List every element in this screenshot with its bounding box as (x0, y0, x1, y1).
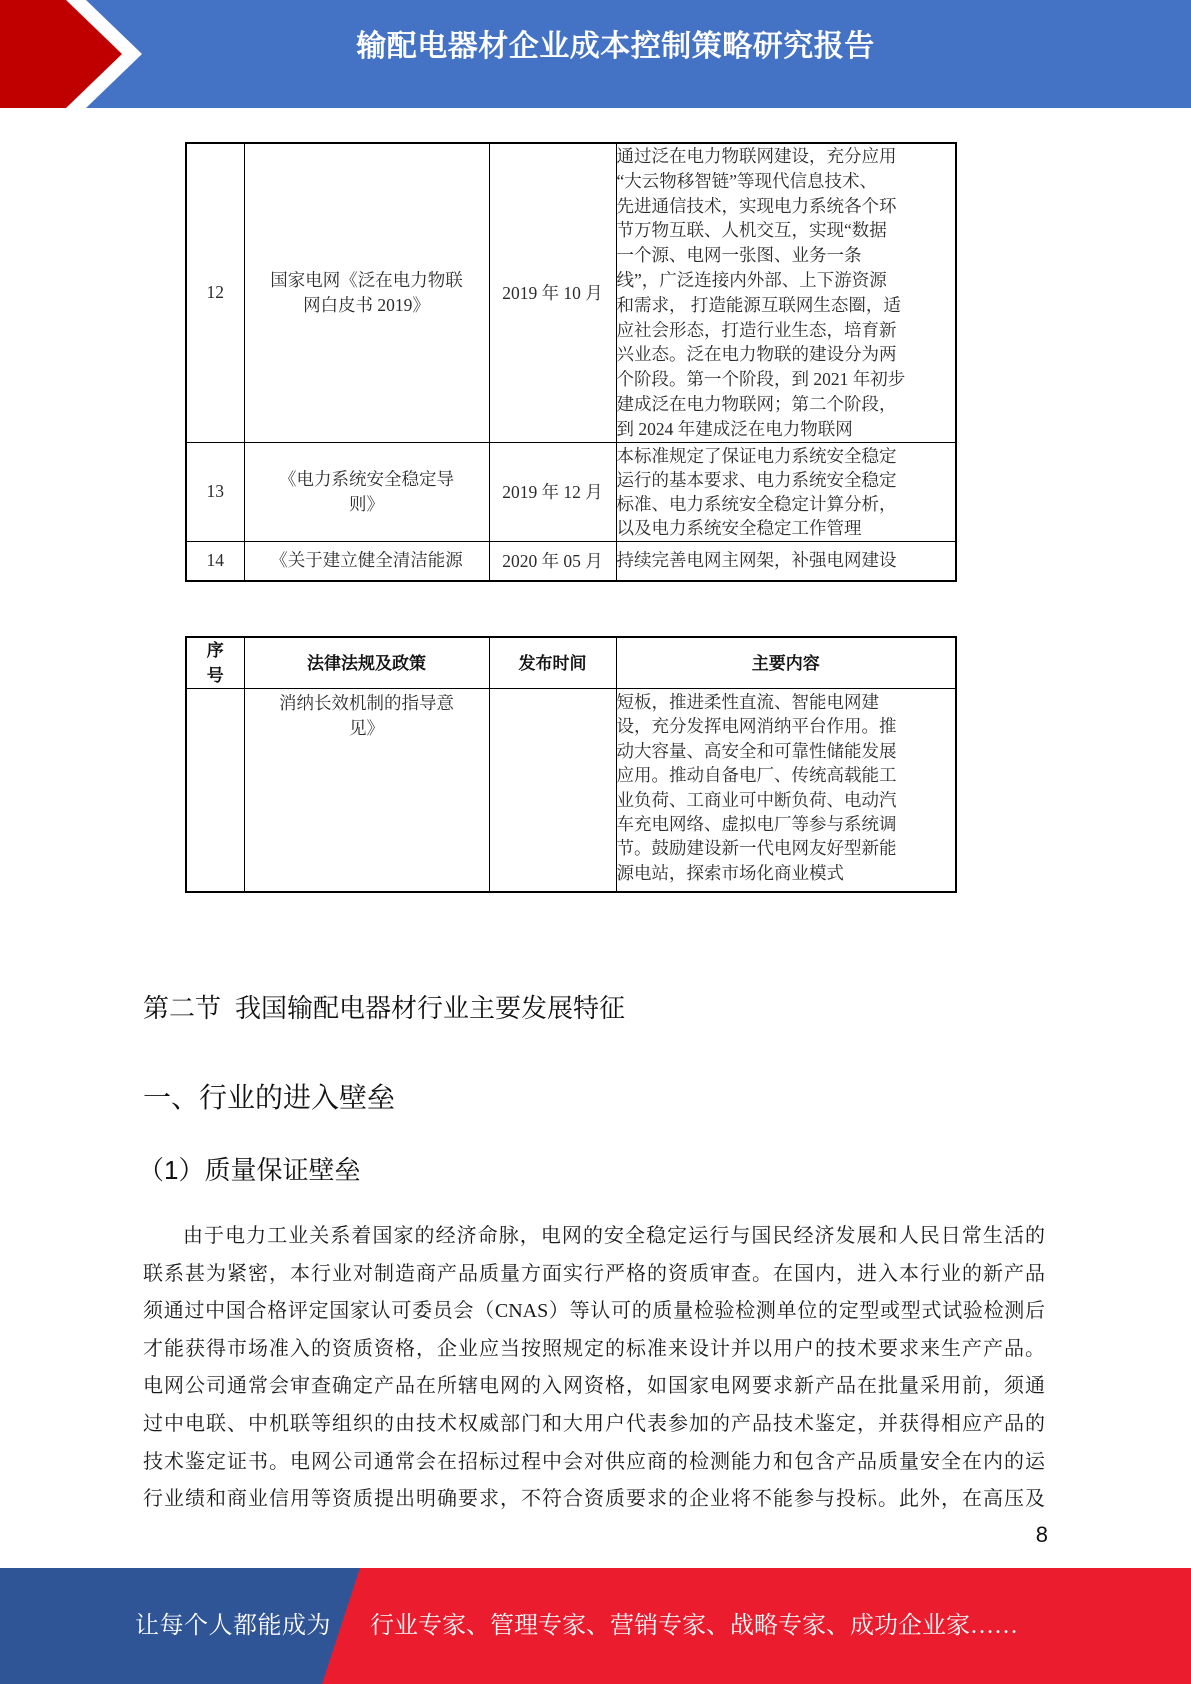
content-line: 以及电力系统安全稳定工作管理 (616, 518, 862, 539)
table-row (186, 143, 956, 442)
content-line: 个阶段。第一个阶段，到 2021 年初步 (616, 369, 906, 390)
content-line: 持续完善电网主网架，补强电网建设 (616, 550, 897, 571)
content-line: 先进通信技术，实现电力系统各个环 (616, 195, 897, 216)
regulation-name-line: 消纳长效机制的指导意 (279, 693, 454, 713)
content-line: 设，充分发挥电网消纳平台作用。推 (616, 716, 897, 737)
regulation-name-cell (244, 541, 489, 581)
table-row (186, 689, 956, 893)
content-line: 标准、电力系统安全稳定计算分析， (616, 494, 897, 515)
content-line: 一个源、电网一张图、业务一条 (616, 245, 862, 266)
content-line: 运行的基本要求、电力系统安全稳定 (616, 469, 897, 490)
paragraph-line: 由于电力工业关系着国家的经济命脉，电网的安全稳定运行与国民经济发展和人民日常生活的 (183, 1225, 1045, 1247)
content-line: 短板，推进柔性直流、智能电网建 (616, 692, 879, 712)
section-label: 第二节 (143, 993, 222, 1023)
header-number-cell (186, 637, 244, 689)
body-paragraph (143, 1218, 1045, 1519)
content-line: 和需求， 打造能源互联网生态圈，适 (616, 294, 901, 315)
content-line: “大云物移智链”等现代信息技术、 (616, 170, 878, 191)
page-number: 8 (1035, 1522, 1048, 1547)
content-line: 应社会形态，打造行业生态，培育新 (616, 319, 897, 340)
paragraph-line: 过中电联、中机联等组织的由技术权威部门和大用户代表参加的产品技术鉴定，并获得相应产品的 (143, 1412, 1045, 1435)
footer-slogan-roles: 行业专家、管理专家、营销专家、战略专家、成功企业家…… (370, 1613, 1018, 1639)
paragraph-line: 电网公司通常会审查确定产品在所辖电网的入网资格，如国家电网要求新产品在批量采用前，须通 (143, 1375, 1045, 1398)
page-header (0, 0, 1191, 108)
regulation-table-continued (185, 142, 957, 582)
content-line: 线”，广泛连接内外部、上下游资源 (616, 269, 887, 290)
footer-slogan-lead: 让每个人都能成为 (135, 1613, 331, 1639)
header-regulation-cell: 法律法规及政策 (244, 637, 489, 689)
table-row (186, 442, 956, 541)
content-line: 业负荷、工商业可中断负荷、电动汽 (616, 789, 897, 810)
content-line: 本标准规定了保证电力系统安全稳定 (616, 445, 897, 466)
header-number-char: 号 (206, 666, 224, 685)
table-header-row (186, 637, 956, 689)
row-number-cell: 13 (186, 442, 244, 541)
paragraph-line: 须通过中国合格评定国家认可委员会（CNAS）等认可的质量检验检测单位的定型或型式试验检测后 (143, 1300, 1045, 1323)
content-line: 应用。推动自备电厂、传统高载能工 (616, 765, 897, 786)
section-title: 我国输配电器材行业主要发展特征 (235, 993, 626, 1023)
header-number-char: 序 (206, 641, 224, 660)
publish-date-cell: 2019 年 12 月 (489, 442, 616, 541)
regulation-name-line: 《关于建立健全清洁能源 (270, 550, 463, 571)
regulation-name-line: 则》 (349, 493, 384, 514)
regulation-table-next (185, 636, 957, 893)
sub-subsection-heading: （1）质量保证壁垒 (138, 1155, 361, 1185)
main-content-cell (616, 541, 956, 581)
row-number-cell: 12 (186, 143, 244, 442)
content-line: 建成泛在电力物联网；第二个阶段， (616, 393, 897, 414)
content-line: 节万物互联、人机交互，实现“数据 (616, 220, 887, 241)
row-number-cell: 14 (186, 541, 244, 581)
header-content-cell: 主要内容 (616, 637, 956, 689)
content-line: 兴业态。泛在电力物联的建设分为两 (616, 344, 897, 365)
main-content-cell (616, 689, 956, 893)
regulation-name-line: 网白皮书 2019》 (303, 294, 430, 315)
regulation-name-line: 《电力系统安全稳定导 (279, 468, 454, 489)
section-heading (143, 993, 625, 1023)
report-title: 输配电器材企业成本控制策略研究报告 (356, 30, 875, 63)
regulation-name-cell (244, 689, 489, 893)
main-content-cell (616, 442, 956, 541)
subsection-heading: 一、行业的进入壁垒 (143, 1082, 396, 1113)
paragraph-line: 才能获得市场准入的资质资格，企业应当按照规定的标准来设计并以用户的技术要求来生产产品。 (143, 1337, 1045, 1360)
header-date-cell: 发布时间 (489, 637, 616, 689)
regulation-name-cell (244, 143, 489, 442)
table-row (186, 541, 956, 581)
regulation-name-line: 见》 (349, 718, 384, 738)
content-line: 车充电网络、虚拟电厂等参与系统调 (616, 814, 897, 835)
paragraph-line: 行业绩和商业信用等资质提出明确要求，不符合资质要求的企业将不能参与投标。此外，在高压及 (143, 1488, 1045, 1511)
publish-date-cell: 2020 年 05 月 (489, 541, 616, 581)
publish-date-cell (489, 689, 616, 893)
content-line: 通过泛在电力物联网建设，充分应用 (616, 146, 897, 166)
content-line: 源电站，探索市场化商业模式 (616, 862, 844, 883)
page-footer (0, 1568, 1191, 1684)
main-content-cell (616, 143, 956, 442)
paragraph-line: 联系甚为紧密，本行业对制造商产品质量方面实行严格的资质审查。在国内，进入本行业的新产品 (143, 1262, 1045, 1285)
row-number-cell (186, 689, 244, 893)
regulation-name-line: 国家电网《泛在电力物联 (270, 269, 463, 290)
regulation-name-cell (244, 442, 489, 541)
content-line: 节。鼓励建设新一代电网友好型新能 (616, 838, 897, 859)
paragraph-line: 技术鉴定证书。电网公司通常会在招标过程中会对供应商的检测能力和包含产品质量安全在内的运 (143, 1450, 1045, 1473)
content-line: 到 2024 年建成泛在电力物联网 (616, 418, 853, 439)
content-line: 动大容量、高安全和可靠性储能发展 (616, 740, 897, 761)
publish-date-cell: 2019 年 10 月 (489, 143, 616, 442)
